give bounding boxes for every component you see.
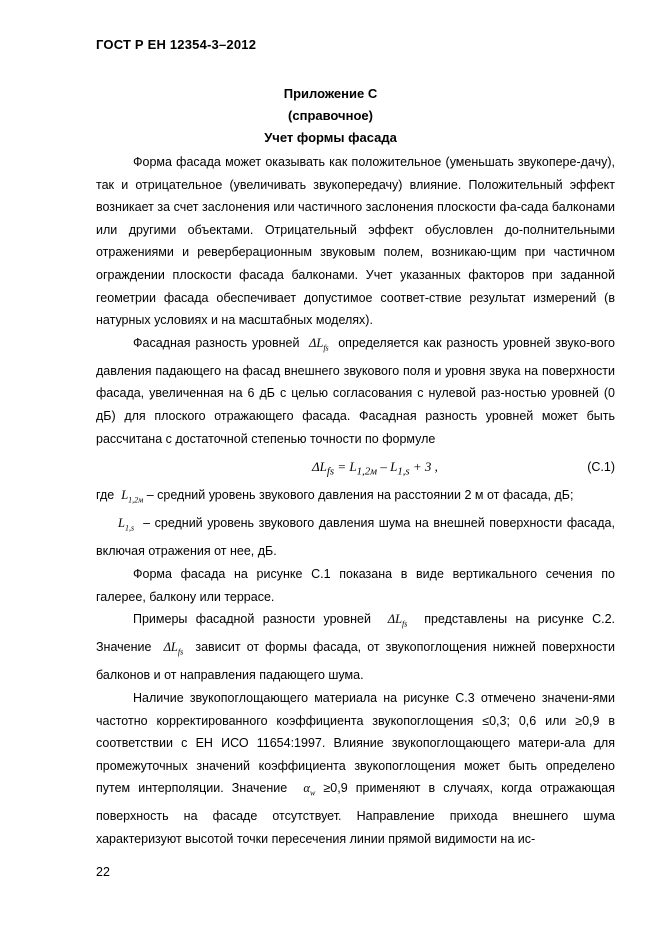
document-body [96, 151, 615, 851]
where-label: где [96, 488, 115, 503]
paragraph-5-start: Наличие звукопоглощающего материала на рисунке С.3 отмечено значени-ями частотно корректированного коэффициента звукопоглощения ≤0,3; 0,6 или ≥0,9 в соответствии с ЕН ИСО 11654:1997. Влияние звукопоглощающего матери-ала для промежуточных значений коэффициента звукопоглощения может быть определено путем интерполяции. Значение [96, 690, 615, 796]
where-2-text: – средний уровень звукового давления шума на внешней поверхности фасада, включая отражения от нее, дБ. [96, 516, 615, 559]
section-title: Учет формы фасада [264, 130, 397, 145]
formula-expression: $\Delta L_{fs} = L_{1,2м} - L_{1,s} + 3$ , [312, 459, 438, 478]
paragraph-4-mid: представлены на рисунке С.2. [424, 612, 616, 627]
paragraph-3: Форма фасада на рисунке С.1 показана в виде вертикального сечения по галерее, балкону или террасе. [96, 567, 615, 604]
paragraph-4-start: Примеры фасадной разности уровней [133, 612, 371, 627]
paragraph-4-rest: зависит от формы фасада, от звукопоглощения нижней поверхности балконов и от направления падающего шума. [96, 640, 615, 683]
appendix-title: Приложение С [283, 86, 378, 101]
page-number: 22 [96, 865, 110, 879]
document-header: ГОСТ Р ЕН 12354-3–2012 [96, 37, 257, 52]
paragraph-5 [96, 687, 615, 851]
symbol-delta-lfs: $\Delta L_{fs}$ [309, 335, 329, 353]
symbol-l12m: $L_{1,2м}$ [121, 488, 144, 505]
formula-number: (С.1) [587, 460, 615, 475]
paragraph-2-start: Фасадная разность уровней [133, 335, 300, 350]
paragraph-4-value-label: Значение [96, 640, 152, 655]
appendix-kind: (справочное) [288, 108, 373, 123]
paragraph-2-rest: определяется как разность уровней звуко-вого давления падающего на фасад внешнего звукового поля и уровня звука на поверхности фасада, увеличенная на 6 дБ с целью согласования с нулевой раз-ностью уровней (0 дБ) для плоского отражающего фасада. Фасадная разность уровней может быть рассчитана с достаточной степенью точности по формуле [96, 335, 615, 446]
where-line-1 [96, 484, 615, 512]
formula-c1 [96, 452, 615, 482]
symbol-delta-lfs-2: $\Delta L_{fs}$ [387, 612, 408, 629]
paragraph-4 [96, 608, 615, 687]
where-1-text: – средний уровень звукового давления на расстоянии 2 м от фасада, дБ; [146, 488, 574, 503]
paragraph-2 [96, 332, 615, 450]
symbol-l1s: $L_{1,s}$ [118, 516, 135, 533]
symbol-delta-lfs-3: $\Delta L_{fs}$ [163, 640, 184, 657]
paragraph-1: Форма фасада может оказывать как положительное (уменьшать звукопере-дачу), так и отрицательное (увеличивать звукопередачу) влияние. Положительный эффект возникает за счет заслонения или частичного заслонения плоскости фа-сада балконами или другими объектами. Отрицательный эффект обусловлен до-полнительными отражениями и реверберационным звуковым полем, возникаю-щим при частичном ограждении плоскости фасада балконами. Учет указанных факторов при заданной геометрии фасада обеспечивает допустимое соответ-ствие результат измерений (в натурных условиях и на масштабных моделях). [96, 155, 615, 328]
paragraph-5-rest: ≥0,9 применяют в случаях, когда отражающая поверхность на фасаде отсутствует. Направление прихода внешнего шума характеризуют высотой точки пересечения линии прямой видимости на ис- [96, 781, 615, 847]
where-line-2 [96, 512, 615, 563]
symbol-alpha-w: $\alpha_w$ [303, 781, 316, 798]
